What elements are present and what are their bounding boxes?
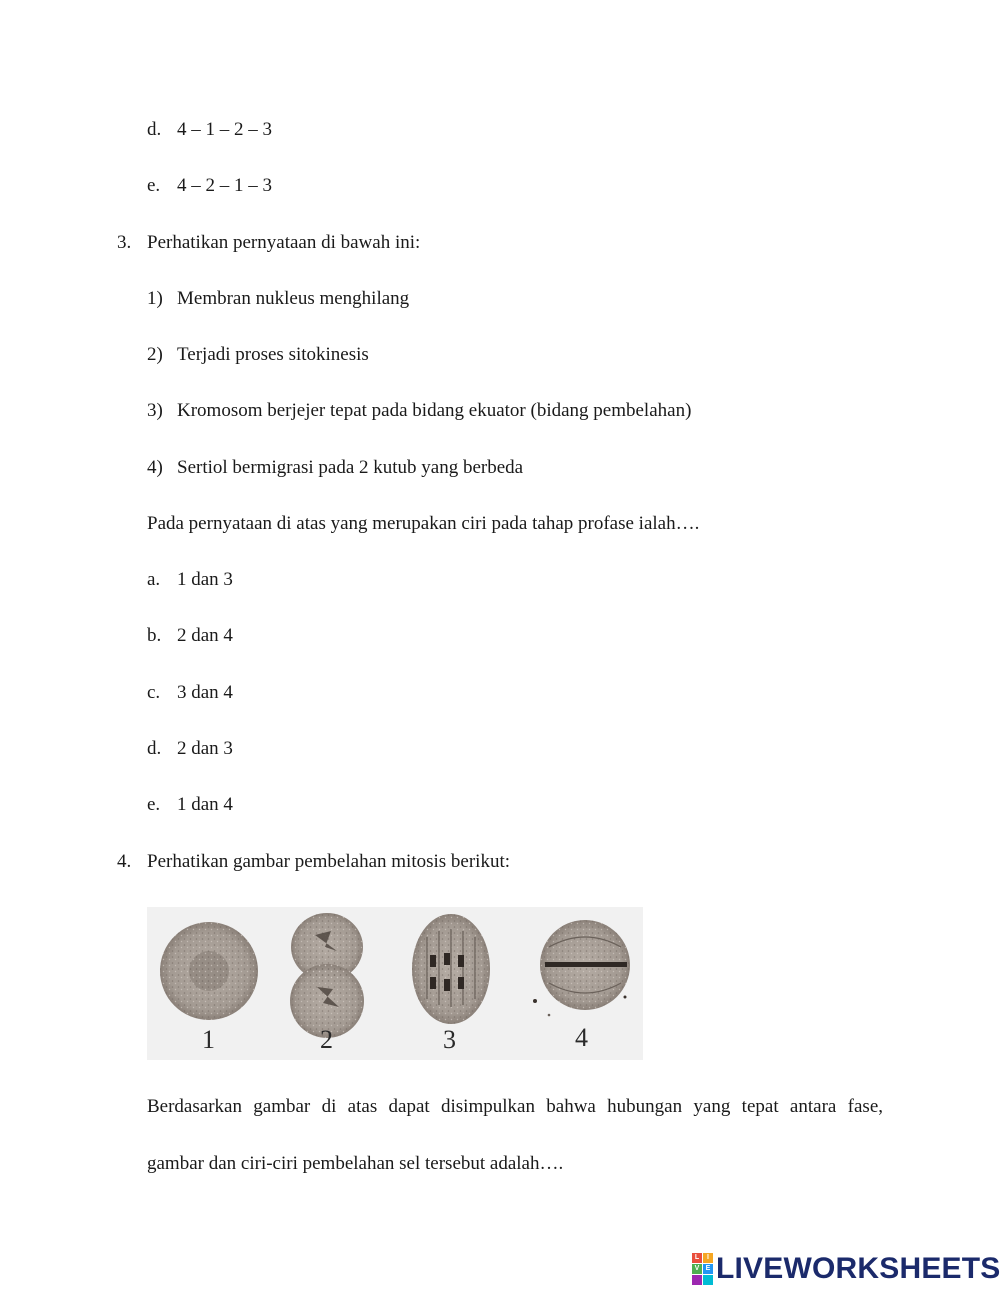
statement-text: Terjadi proses sitokinesis [177,344,369,365]
statement-2 [147,343,369,367]
option-text: 2 dan 4 [177,625,233,646]
statement-text: Kromosom berjejer tepat pada bidang ekuator (bidang pembelahan) [177,400,692,421]
option-b[interactable] [147,624,233,648]
statement-marker: 4) [147,457,163,478]
statement-4 [147,456,523,480]
option-text: 4 – 1 – 2 – 3 [177,119,272,140]
option-marker: d. [147,738,162,759]
cell-1 [160,922,258,1020]
cell-3 [412,914,490,1024]
option-d-prev [147,118,272,142]
question-3-question: Pada pernyataan di atas yang merupakan ciri pada tahap profase ialah…. [147,513,700,534]
statement-text: Sertiol bermigrasi pada 2 kutub yang berbeda [177,457,524,478]
option-c[interactable] [147,681,233,705]
question-number: 4. [117,851,132,872]
logo-tile: E [703,1264,713,1274]
question-text: Perhatikan pernyataan di bawah ini: [147,232,421,253]
statement-1 [147,287,409,311]
statement-marker: 2) [147,344,163,365]
option-text: 1 dan 4 [177,794,233,815]
mitosis-illustration [147,907,643,1060]
option-a[interactable] [147,568,233,592]
figure-label-4: 4 [575,1023,588,1052]
logo-tile: V [692,1264,702,1274]
option-text: 2 dan 3 [177,738,233,759]
question-3-prompt [117,231,420,255]
question-4-text-line-2: gambar dan ciri-ciri pembelahan sel tersebut adalah…. [147,1153,564,1174]
option-marker: b. [147,625,162,646]
option-marker: e. [147,175,161,196]
logo-tile [692,1275,702,1285]
figure-label-1: 1 [202,1025,215,1054]
cell-2 [290,913,364,1038]
logo-tile [703,1275,713,1285]
statement-3 [147,399,691,423]
option-e-prev [147,174,272,198]
cell-4 [533,920,630,1016]
logo-tile: L [692,1253,702,1263]
question-4-text-line-1: Berdasarkan gambar di atas dapat disimpulkan bahwa hubungan yang tepat antara fase, [147,1096,883,1117]
liveworksheets-logo [692,1254,1000,1284]
statement-marker: 3) [147,400,163,421]
question-number: 3. [117,232,132,253]
question-text: Perhatikan gambar pembelahan mitosis berikut: [147,851,511,872]
option-text: 4 – 2 – 1 – 3 [177,175,272,196]
option-text: 1 dan 3 [177,569,233,590]
option-marker: c. [147,682,161,703]
statement-marker: 1) [147,288,163,309]
option-e[interactable] [147,793,233,817]
question-4-prompt [117,850,510,874]
logo-grid-icon [692,1253,713,1285]
logo-tile: I [703,1253,713,1263]
figure-label-3: 3 [443,1025,456,1054]
option-marker: d. [147,119,162,140]
option-d[interactable] [147,737,233,761]
mitosis-figure [147,907,643,1060]
option-marker: e. [147,794,161,815]
option-text: 3 dan 4 [177,682,233,703]
logo-wordmark: LIVEWORKSHEETS [716,1252,1000,1285]
option-marker: a. [147,569,161,590]
statement-text: Membran nukleus menghilang [177,288,410,309]
figure-label-2: 2 [320,1025,333,1054]
